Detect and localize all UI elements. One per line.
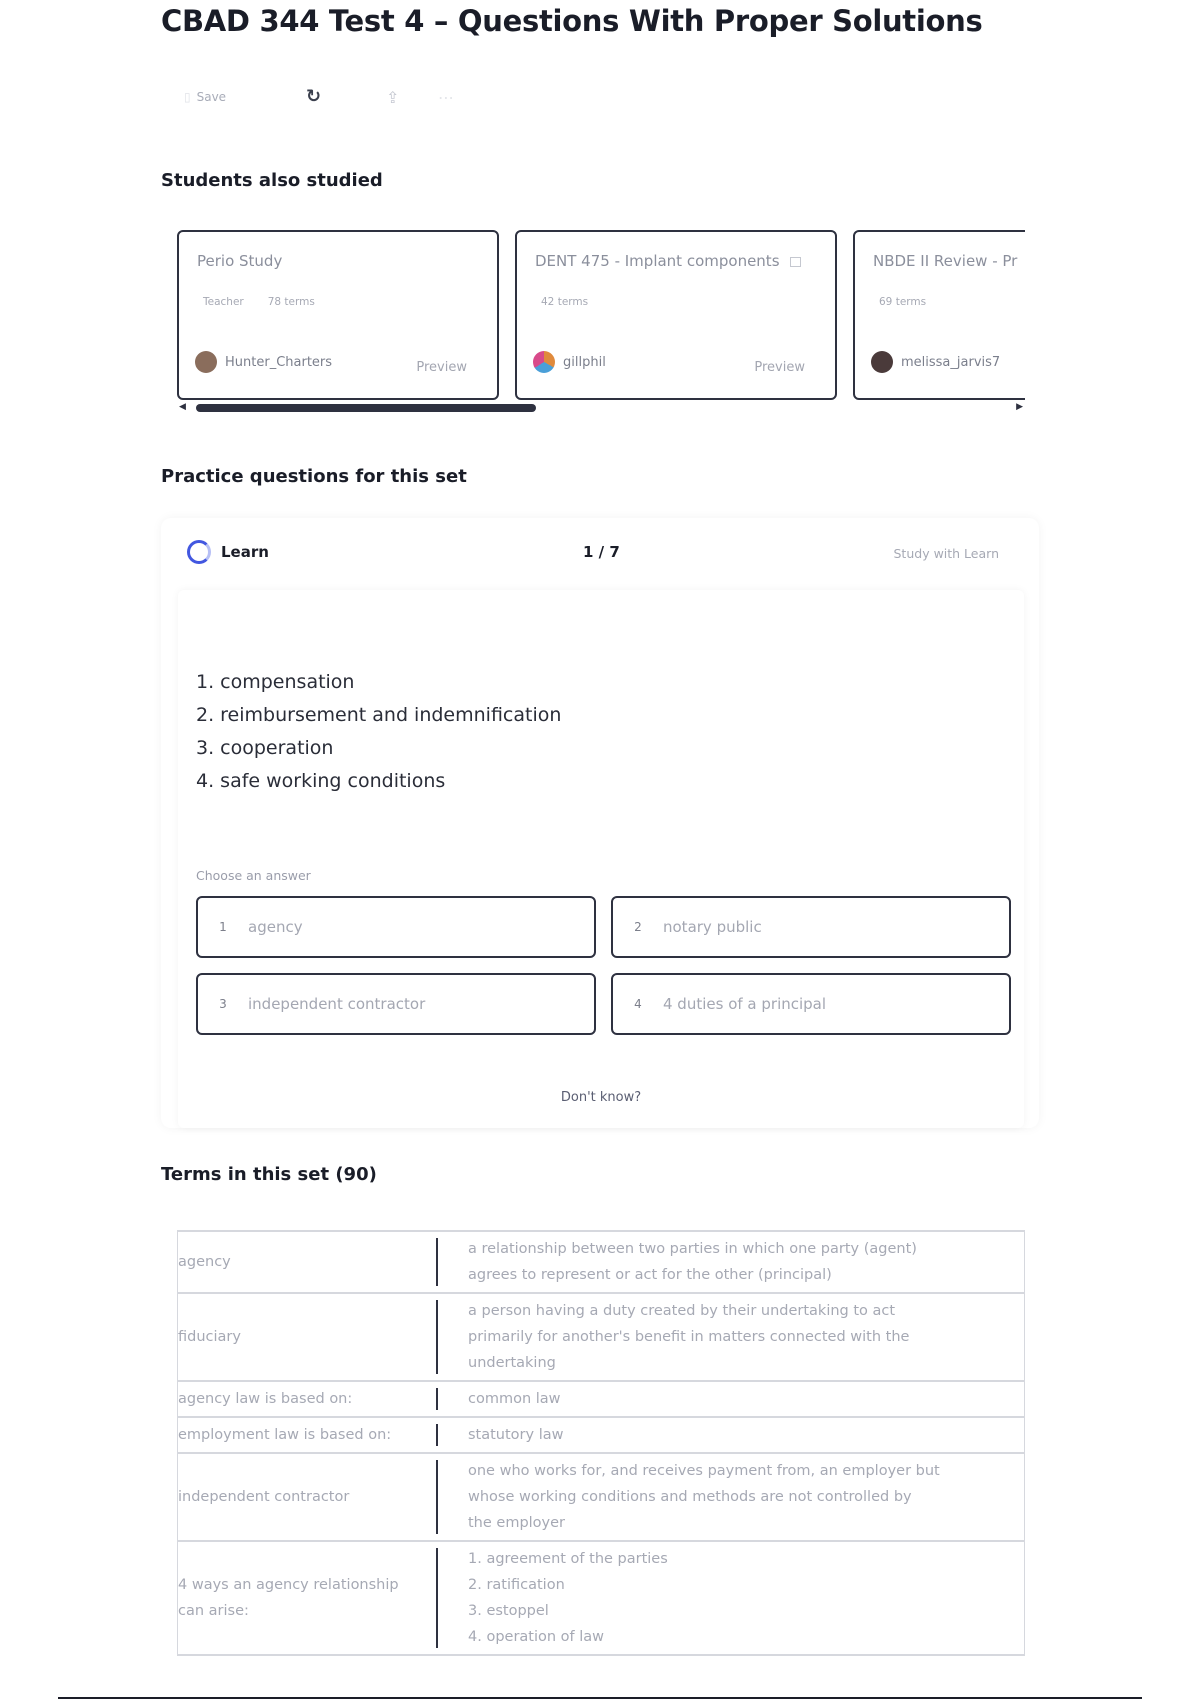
study-set-card[interactable] bbox=[515, 230, 837, 400]
card-meta-terms: 42 terms bbox=[541, 296, 589, 308]
study-set-card[interactable] bbox=[177, 230, 499, 400]
answer-number: 4 bbox=[634, 997, 642, 1011]
card-meta bbox=[879, 296, 926, 308]
scroll-left-icon[interactable]: ◀ bbox=[179, 402, 186, 412]
card-username: melissa_jarvis7 bbox=[901, 354, 1001, 370]
avatar bbox=[533, 351, 555, 373]
definition-cell: a person having a duty created by their undertaking to act primarily for another's benefit in matters connected with the undertaking bbox=[468, 1303, 910, 1371]
definition-cell: statutory law bbox=[468, 1427, 564, 1443]
answer-text: independent contractor bbox=[248, 995, 426, 1013]
answer-option-4[interactable] bbox=[611, 973, 1011, 1035]
card-title-text: DENT 475 - Implant components bbox=[535, 252, 780, 270]
save-label: Save bbox=[196, 90, 227, 104]
terms-table bbox=[177, 1230, 1025, 1656]
scrollbar-thumb[interactable] bbox=[196, 404, 536, 412]
card-preview-button[interactable]: Preview bbox=[416, 360, 467, 375]
definition-cell: a relationship between two parties in which one party (agent) agrees to represent or act for the other (principal) bbox=[468, 1241, 917, 1283]
avatar bbox=[195, 351, 217, 373]
answer-number: 2 bbox=[634, 920, 642, 934]
learn-panel bbox=[161, 518, 1039, 1128]
choose-answer-label: Choose an answer bbox=[196, 868, 311, 883]
avatar bbox=[871, 351, 893, 373]
card-username: Hunter_Charters bbox=[225, 354, 333, 370]
answer-text: notary public bbox=[663, 918, 762, 936]
card-meta bbox=[541, 296, 588, 308]
loading-icon: ↻ bbox=[306, 86, 322, 107]
answer-number: 1 bbox=[219, 920, 227, 934]
card-username: gillphil bbox=[563, 354, 606, 370]
answer-option-1[interactable] bbox=[196, 896, 596, 958]
page-bottom-rule bbox=[58, 1697, 1142, 1699]
card-title bbox=[535, 252, 801, 270]
practice-questions-heading: Practice questions for this set bbox=[161, 466, 467, 487]
term-cell: employment law is based on: bbox=[178, 1427, 392, 1443]
answer-option-2[interactable] bbox=[611, 896, 1011, 958]
save-button[interactable] bbox=[184, 90, 226, 104]
study-with-learn-link[interactable]: Study with Learn bbox=[893, 546, 999, 561]
definition-cell: 1. agreement of the parties 2. ratification 3. estoppel 4. operation of law bbox=[468, 1551, 668, 1645]
card-meta bbox=[203, 296, 315, 308]
answer-text: agency bbox=[248, 918, 303, 936]
table-row bbox=[177, 1542, 1025, 1656]
study-set-carousel bbox=[177, 230, 1025, 416]
students-also-studied-heading: Students also studied bbox=[161, 170, 383, 191]
question-card bbox=[178, 590, 1024, 1128]
share-icon[interactable]: ⇪ bbox=[386, 88, 400, 107]
card-title: NBDE II Review - Pr bbox=[873, 252, 1018, 270]
question-line: 2. reimbursement and indemnification bbox=[196, 704, 562, 726]
learn-label: Learn bbox=[221, 543, 269, 561]
scroll-right-icon[interactable]: ▶ bbox=[1016, 402, 1023, 412]
table-row bbox=[177, 1294, 1025, 1382]
question-prompt bbox=[196, 666, 561, 798]
learn-icon bbox=[187, 540, 211, 564]
question-line: 4. safe working conditions bbox=[196, 770, 446, 792]
term-cell: agency law is based on: bbox=[178, 1391, 353, 1407]
definition-cell: common law bbox=[468, 1391, 561, 1407]
image-icon bbox=[790, 257, 801, 267]
table-row bbox=[177, 1418, 1025, 1454]
term-cell: fiduciary bbox=[178, 1329, 241, 1345]
question-line: 3. cooperation bbox=[196, 737, 334, 759]
study-set-card[interactable] bbox=[853, 230, 1025, 400]
definition-cell: one who works for, and receives payment from, an employer but whose working conditions and methods are not controlled by the employer bbox=[468, 1463, 940, 1531]
table-row bbox=[177, 1232, 1025, 1294]
question-counter: 1 / 7 bbox=[583, 543, 620, 561]
term-cell: 4 ways an agency relationship can arise: bbox=[178, 1577, 399, 1619]
answer-text: 4 duties of a principal bbox=[663, 995, 827, 1013]
card-meta-terms: 69 terms bbox=[879, 296, 927, 308]
terms-heading: Terms in this set (90) bbox=[161, 1164, 377, 1185]
more-icon[interactable]: ⋯ bbox=[438, 88, 454, 107]
page-title: CBAD 344 Test 4 – Questions With Proper Solutions bbox=[161, 4, 983, 38]
card-preview-button[interactable]: Preview bbox=[754, 360, 805, 375]
card-user[interactable] bbox=[533, 351, 606, 373]
dont-know-button[interactable]: Don't know? bbox=[560, 1090, 642, 1105]
answer-option-3[interactable] bbox=[196, 973, 596, 1035]
table-row bbox=[177, 1382, 1025, 1418]
term-cell: independent contractor bbox=[178, 1489, 350, 1505]
term-cell: agency bbox=[178, 1254, 231, 1270]
question-line: 1. compensation bbox=[196, 671, 355, 693]
carousel-scrollbar[interactable] bbox=[177, 402, 1025, 412]
table-row bbox=[177, 1454, 1025, 1542]
answer-number: 3 bbox=[219, 997, 227, 1011]
card-user[interactable] bbox=[195, 351, 332, 373]
card-user[interactable] bbox=[871, 351, 1000, 373]
card-title: Perio Study bbox=[197, 252, 283, 270]
bookmark-icon: ▯ bbox=[184, 90, 191, 104]
card-meta-terms: 78 terms bbox=[267, 296, 315, 308]
card-meta-role: Teacher bbox=[203, 296, 244, 308]
learn-header bbox=[187, 540, 269, 564]
